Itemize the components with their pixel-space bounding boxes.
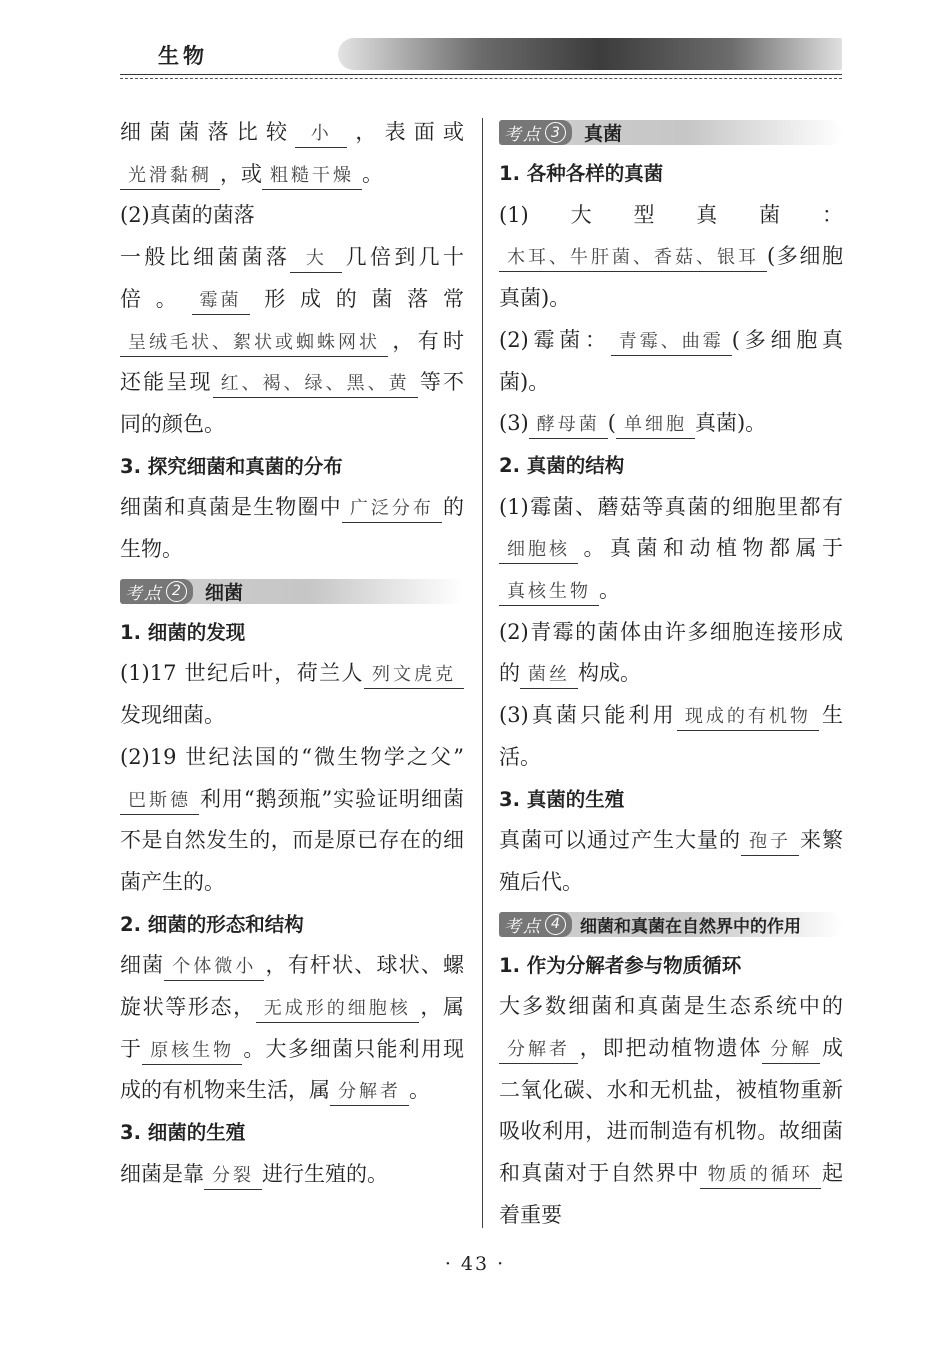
- text: 细菌是靠: [120, 1161, 204, 1186]
- answer-blank: 小: [295, 121, 347, 148]
- text: 成二氧化碳、水和无机盐，被植物重新吸收利用，进而制造有机物。故细菌和真菌对于自然界中: [499, 1036, 844, 1186]
- topic-banner-2: [120, 579, 464, 604]
- header-rule: [120, 74, 842, 75]
- sub-heading: (2)真菌的菌落: [120, 203, 255, 228]
- text: (2)19 世纪法国的“微生物学之父”: [120, 744, 464, 769]
- paragraph: [120, 737, 464, 904]
- text: 利用“鹅颈瓶”实验证明细菌不是自然发生的，而是原已存在的细菌产生的。: [120, 786, 464, 894]
- paragraph: [499, 820, 843, 903]
- paragraph: [499, 695, 843, 778]
- text: 起着重要: [499, 1161, 844, 1227]
- text: ，属于: [120, 995, 464, 1061]
- text: (多细胞真菌)。: [499, 327, 843, 394]
- answer-blank: 酵母菌: [529, 412, 608, 439]
- section-heading: 3. 真菌的生殖: [499, 787, 625, 811]
- text: 等不同的颜色。: [120, 370, 465, 436]
- text: 的生物。: [120, 495, 465, 562]
- topic-tag: [499, 120, 572, 145]
- text: ，即把动植物遗体: [578, 1036, 763, 1061]
- topic-title: 真菌: [584, 123, 623, 145]
- paragraph: [120, 237, 464, 446]
- paragraph: [499, 195, 843, 320]
- text: (1)大型真菌：: [499, 202, 843, 227]
- topic-number: 4: [545, 914, 566, 935]
- text: 大多数细菌和真菌是生态系统中的: [499, 994, 843, 1019]
- text: 生活。: [499, 703, 843, 769]
- left-column: [120, 112, 464, 1196]
- answer-blank: 现成的有机物: [677, 704, 819, 731]
- section-heading: 3. 细菌的生殖: [120, 1121, 246, 1145]
- answer-blank: 广泛分布: [342, 496, 442, 523]
- answer-blank: 巴斯德: [120, 788, 199, 815]
- text: 一般比细菌菌落: [120, 245, 291, 270]
- text: 。真菌和动植物都属于: [578, 536, 843, 561]
- topic-title: 细菌: [205, 581, 244, 604]
- text: (2)青霉的菌体由许多细胞连接形成的: [499, 619, 843, 686]
- answer-blank: 分解者: [499, 1037, 578, 1064]
- text: 进行生殖的。: [262, 1161, 388, 1186]
- text: ，表面或: [347, 120, 465, 144]
- answer-blank: 粗糙干燥: [262, 163, 362, 190]
- paragraph: [120, 1154, 464, 1196]
- topic-banner-4: [499, 912, 843, 937]
- text: 发现细菌。: [120, 703, 225, 728]
- text: 形成的菌落常: [249, 286, 464, 311]
- paragraph: [499, 487, 843, 612]
- column-divider: [482, 118, 483, 1228]
- section-heading: 1. 作为分解者参与物质循环: [499, 953, 742, 977]
- text: (1)17 世纪后叶，荷兰人: [120, 661, 364, 686]
- section-heading: 1. 细菌的发现: [120, 620, 246, 644]
- text: 。大多细菌只能利用现成的有机物来生活，属: [120, 1036, 465, 1103]
- text: (3)真菌只能利用: [499, 703, 677, 728]
- paragraph: [120, 653, 464, 736]
- tag-label: 考点: [504, 125, 542, 145]
- paragraph: [120, 487, 464, 570]
- topic-banner-3: [499, 120, 843, 145]
- answer-blank: 列文虎克: [364, 662, 464, 689]
- answer-blank: 分裂: [204, 1163, 262, 1190]
- paragraph: [499, 320, 843, 403]
- section-heading: 3. 探究细菌和真菌的分布: [120, 454, 343, 478]
- page-header: [120, 34, 842, 78]
- topic-number: 2: [166, 581, 187, 602]
- paragraph: [499, 403, 843, 445]
- paragraph: [120, 112, 464, 195]
- answer-blank: 物质的循环: [700, 1162, 821, 1189]
- answer-blank: 青霉、曲霉: [611, 329, 732, 356]
- text: 细菌菌落比较: [120, 120, 296, 144]
- answer-blank: 细胞核: [499, 537, 578, 564]
- text: 。: [599, 578, 620, 603]
- text: 细菌和真菌是生物圈中: [120, 495, 342, 520]
- answer-blank: 孢子: [741, 829, 799, 856]
- text: (多细胞真菌)。: [499, 244, 843, 311]
- answer-blank: 个体微小: [164, 954, 264, 981]
- answer-blank: 分解: [762, 1037, 820, 1064]
- topic-tag: [120, 579, 193, 604]
- answer-blank: 大: [290, 246, 342, 273]
- paragraph: [499, 612, 843, 695]
- text: 细菌: [120, 953, 165, 978]
- text: (: [607, 411, 616, 436]
- answer-blank: 呈绒毛状、絮状或蜘蛛网状: [120, 330, 388, 357]
- text: 真菌可以通过产生大量的: [499, 828, 741, 853]
- page-number: · 43 ·: [444, 1253, 506, 1275]
- tag-label: 考点: [125, 583, 163, 604]
- section-heading: 2. 细菌的形态和结构: [120, 912, 304, 936]
- section-heading: 2. 真菌的结构: [499, 453, 625, 477]
- topic-tag: [499, 912, 572, 937]
- section-heading: 1. 各种各样的真菌: [499, 162, 664, 185]
- paragraph: [499, 986, 843, 1236]
- text: 来繁殖后代。: [499, 828, 843, 894]
- answer-blank: 霉菌: [192, 288, 250, 315]
- header-dashed-rule: [120, 78, 842, 79]
- tag-label: 考点: [504, 916, 542, 937]
- text: 真菌)。: [694, 411, 767, 436]
- answer-blank: 原核生物: [142, 1038, 242, 1065]
- header-decor-bar: [338, 38, 842, 70]
- topic-number: 3: [545, 122, 566, 143]
- answer-blank: 菌丝: [520, 662, 578, 689]
- answer-blank: 真核生物: [499, 579, 599, 606]
- text: ，或: [220, 161, 262, 186]
- text: (2)霉菌：: [499, 327, 611, 352]
- text: ，有时还能呈现: [120, 328, 464, 395]
- answer-blank: 红、褐、绿、黑、黄: [213, 371, 418, 398]
- paragraph: [120, 945, 464, 1112]
- topic-title: 细菌和真菌在自然界中的作用: [580, 916, 801, 937]
- right-column: [499, 118, 843, 1237]
- text: 。: [362, 161, 383, 186]
- text: 。: [409, 1078, 430, 1103]
- subject-title: 生物: [158, 44, 208, 68]
- text: (1)霉菌、蘑菇等真菌的细胞里都有: [499, 494, 843, 519]
- text: 几倍到几十倍。: [120, 245, 465, 311]
- text: ，有杆状、球状、螺旋状等形态，: [120, 953, 465, 1020]
- answer-blank: 单细胞: [616, 412, 695, 439]
- answer-blank: 无成形的细胞核: [256, 996, 419, 1023]
- answer-blank: 木耳、牛肝菌、香菇、银耳: [499, 245, 767, 272]
- text: 构成。: [578, 661, 641, 686]
- answer-blank: 光滑黏稠: [120, 163, 220, 190]
- text: (3): [499, 411, 529, 436]
- answer-blank: 分解者: [330, 1079, 409, 1106]
